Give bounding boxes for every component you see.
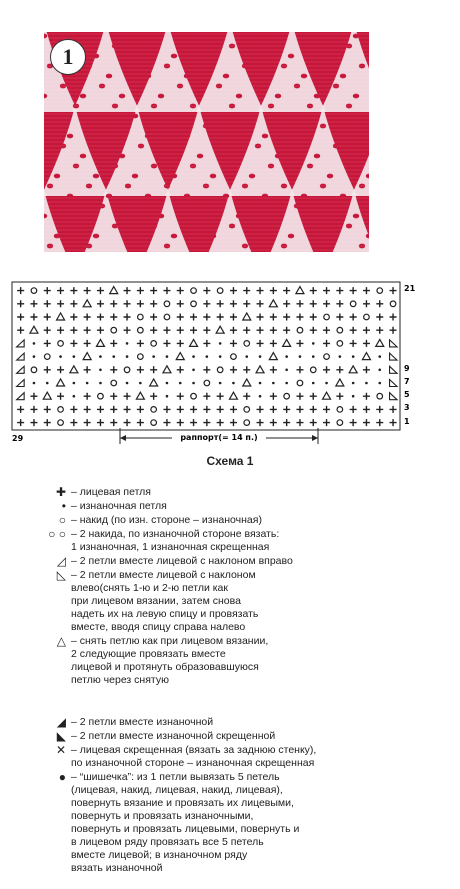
row-label-21: 21: [404, 284, 416, 293]
legend-spacer: [40, 688, 450, 716]
knitting-sample-photo: [44, 32, 369, 252]
legend-item: [40, 635, 450, 687]
legend-text: – “шишечка”: из 1 петли вывязать 5 петель (лицевая, накид, лицевая, накид, лицевая), повернуть вязание и провязать их лицевыми, повернуть и провязать изнаночными, повернуть и провязать лицевыми, повернуть и в лицевом ряду провязать все 5 петель вместе лицевой; в изнаночном ряду вязать изнаночной: [71, 771, 300, 874]
chart-cells: [17, 287, 397, 427]
row-label-9: 9: [404, 364, 410, 373]
circle-icon: ○: [58, 513, 66, 527]
dot-icon: •: [61, 499, 66, 513]
legend-item: [40, 486, 450, 499]
purl-decrease-icon: ◢: [56, 715, 66, 729]
legend-text: – лицевая скрещенная (вязать за заднюю стенку), по изнаночной стороне – изнаночная скрещенная: [71, 744, 317, 769]
legend-text: – накид (по изн. стороне – изнаночная): [71, 514, 262, 526]
purl-twisted-decrease-icon: ◣: [56, 729, 66, 743]
legend-item: [40, 500, 450, 513]
row-label-3: 3: [404, 403, 410, 412]
legend-text: – 2 петли вместе изнаночной: [71, 716, 214, 728]
legend-text: – 2 накида, по изнаночной стороне вязать: 1 изнаночная, 1 изнаночная скрещенная: [71, 528, 280, 553]
bobble-icon: ●: [58, 770, 66, 784]
left-decrease-icon: ◺: [56, 568, 66, 582]
legend-item: [40, 730, 450, 743]
double-circle-icon: ○ ○: [48, 527, 66, 541]
legend-text: – 2 петли вместе лицевой с наклоном влево(снять 1-ю и 2-ю петли как при лицевом вязании, затем снова надеть их на левую спицу и провязать вместе, вводя спицу справа налево: [71, 569, 259, 633]
knitting-chart: [0, 278, 460, 468]
row-label-5: 5: [404, 390, 410, 399]
row-label-1: 1: [404, 417, 410, 426]
legend-item: [40, 716, 450, 729]
legend-text: – изнаночная петля: [71, 500, 167, 512]
repeat-label: раппорт(= 14 п.): [180, 433, 258, 442]
legend-text: – лицевая петля: [71, 486, 151, 498]
legend-item: [40, 514, 450, 527]
lace-pattern-image: [44, 32, 369, 252]
legend-item: [40, 528, 450, 554]
row-label-7: 7: [404, 377, 410, 386]
cross-icon: ✕: [55, 743, 66, 757]
legend-item: [40, 555, 450, 568]
stitch-count-label: 29: [12, 434, 24, 443]
legend-text: – 2 петли вместе лицевой с наклоном вправо: [71, 555, 293, 567]
triangle-icon: △: [56, 634, 66, 648]
legend-text: – снять петлю как при лицевом вязании, 2 следующие провязать вместе лицевой и протянуть образовавшуюся петлю через снятую: [71, 635, 269, 686]
symbol-legend: [40, 486, 450, 876]
legend-text: – 2 петли вместе изнаночной скрещенной: [71, 730, 276, 742]
legend-item: [40, 744, 450, 770]
pattern-number-badge: 1: [50, 39, 86, 75]
plus-icon: ✚: [55, 485, 66, 499]
legend-item: [40, 771, 450, 875]
right-decrease-icon: ◿: [56, 554, 66, 568]
legend-item: [40, 569, 450, 634]
chart-caption: Схема 1: [206, 454, 254, 468]
